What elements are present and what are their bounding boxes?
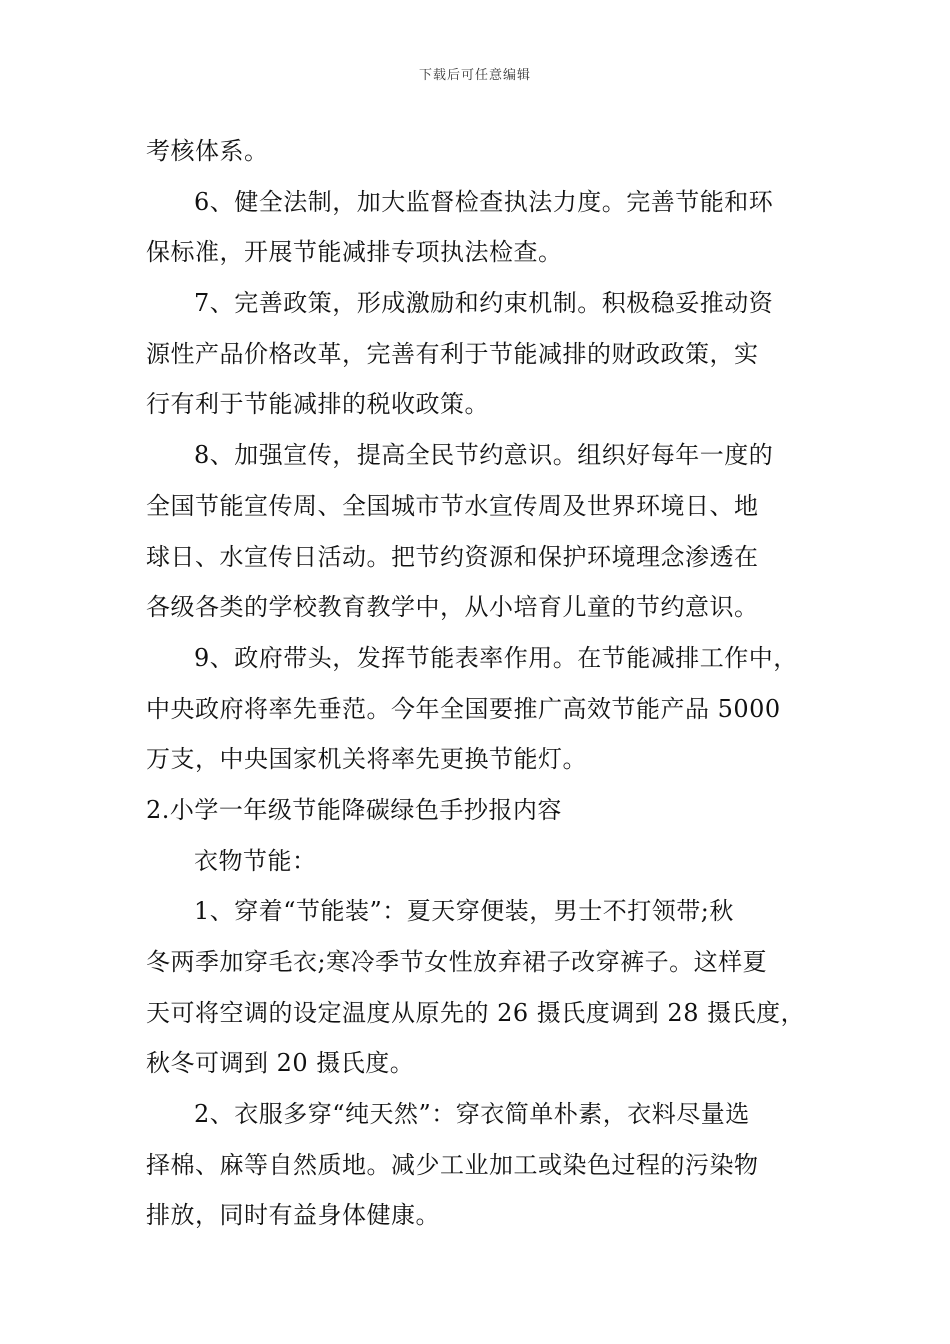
document-body <box>146 126 816 1241</box>
paragraph-item-6: 6、健全法制，加大监督检查执法力度。完善节能和环 <box>194 187 774 216</box>
section-heading: 2.小学一年级节能降碳绿色手抄报内容 <box>146 795 562 824</box>
text-line: 万支，中央国家机关将率先更换节能灯。 <box>146 745 587 774</box>
text-line: 择棉、麻等自然质地。减少工业加工或染色过程的污染物 <box>146 1150 759 1179</box>
text-line: 行有利于节能减排的税收政策。 <box>146 390 489 419</box>
text-line: 中央政府将率先垂范。今年全国要推广高效节能产品 5000 <box>146 694 781 723</box>
subsection-heading: 衣物节能： <box>194 846 317 875</box>
text-line: 秋冬可调到 20 摄氏度。 <box>146 1049 415 1078</box>
text-line: 全国节能宣传周、全国城市节水宣传周及世界环境日、地 <box>146 491 759 520</box>
text-line: 各级各类的学校教育教学中，从小培育儿童的节约意识。 <box>146 593 759 622</box>
text-line: 考核体系。 <box>146 137 269 165</box>
text-line: 排放，同时有益身体健康。 <box>146 1201 440 1230</box>
text-line: 冬两季加穿毛衣;寒冷季节女性放弃裙子改穿裤子。这样夏 <box>146 948 768 976</box>
text-line: 保标准，开展节能减排专项执法检查。 <box>146 238 563 267</box>
text-line: 源性产品价格改革，完善有利于节能减排的财政政策，实 <box>146 339 759 368</box>
paragraph-item-9: 9、政府带头，发挥节能表率作用。在节能减排工作中， <box>194 643 798 672</box>
text-line: 天可将空调的设定温度从原先的 26 摄氏度调到 28 摄氏度， <box>146 998 806 1027</box>
paragraph-item-7: 7、完善政策，形成激励和约束机制。积极稳妥推动资 <box>194 289 774 318</box>
clothing-item-1: 1、穿着“节能装”：夏天穿便装，男士不打领带;秋 <box>194 897 734 926</box>
page-header: 下载后可任意编辑 <box>418 68 531 83</box>
paragraph-item-8: 8、加强宣传，提高全民节约意识。组织好每年一度的 <box>194 441 774 470</box>
clothing-item-2: 2、衣服多穿“纯天然”：穿衣简单朴素，衣料尽量选 <box>194 1100 750 1129</box>
text-line: 球日、水宣传日活动。把节约资源和保护环境理念渗透在 <box>146 542 759 571</box>
